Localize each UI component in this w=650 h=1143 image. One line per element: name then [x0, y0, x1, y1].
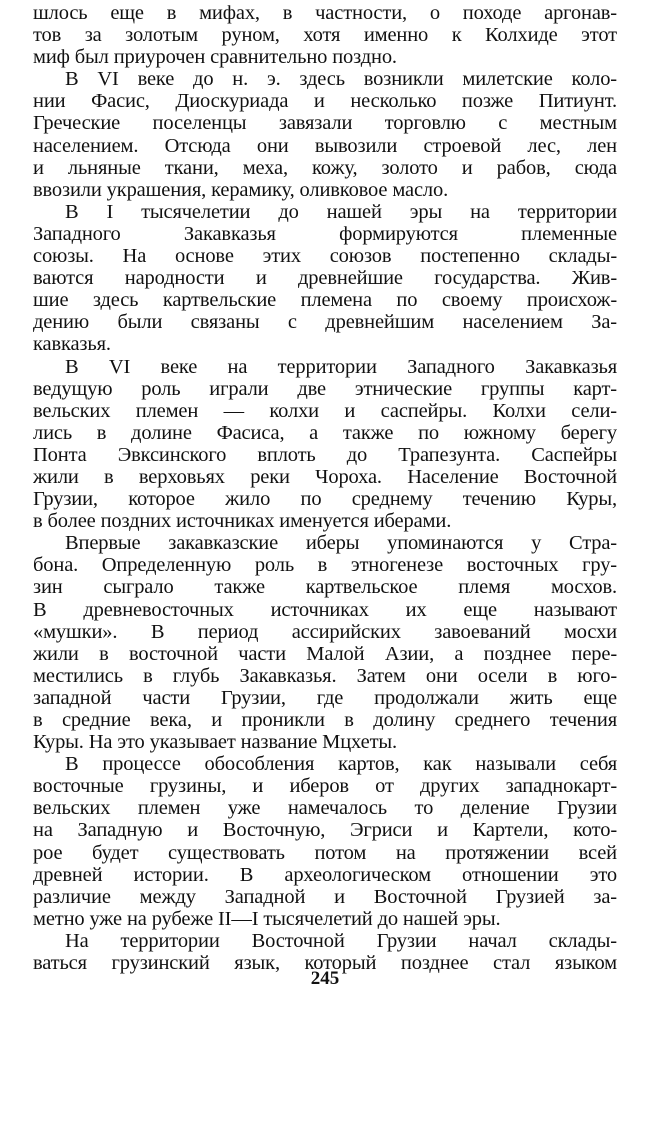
text-line: лись в долине Фасиса, а также по южному берегу: [33, 421, 617, 444]
text-line: «мушки». В период ассирийских завоеваний мосхи: [33, 620, 617, 643]
text-line: На территории Восточной Грузии начал склады-: [65, 929, 617, 952]
text-line: В VI веке до н. э. здесь возникли милетские коло-: [65, 68, 617, 91]
text-line: нии Фасис, Диоскуриада и несколько позже Питиунт.: [33, 90, 617, 113]
text-line: населением. Отсюда они вывозили строевой лес, лен: [33, 134, 617, 157]
text-line: В VI веке на территории Западного Закавказья: [65, 355, 617, 378]
text-line: восточные грузины, и иберов от других западнокарт-: [33, 775, 617, 798]
text-line: Грузии, которое жило по среднему течению Куры,: [33, 488, 617, 511]
text-line: зин сыграло также картвельское племя мосхов.: [33, 576, 617, 599]
paragraph: [33, 68, 617, 201]
text-line: тов за золотым руном, хотя именно к Колхиде этот: [33, 24, 617, 47]
paragraph: [33, 2, 617, 68]
text-line: шлось еще в мифах, в частности, о походе аргонав-: [33, 2, 617, 24]
text-line: союзы. На основе этих союзов постепенно склады-: [33, 245, 617, 268]
paragraph: [33, 201, 617, 356]
text-line: местились в глубь Закавказья. Затем они осели в юго-: [33, 664, 617, 687]
text-line: бона. Определенную роль в этногенезе восточных гру-: [33, 554, 617, 577]
text-line: в более поздних источниках именуется иберами.: [33, 510, 452, 533]
text-line: западной части Грузии, где продолжали жить еще: [33, 686, 617, 709]
text-body: [33, 2, 617, 974]
text-line: ваться грузинский язык, который позднее стал языком: [33, 952, 617, 975]
text-line: метно уже на рубеже II—I тысячелетий до нашей эры.: [33, 907, 501, 930]
text-line: В I тысячелетии до нашей эры на территории: [65, 200, 617, 223]
text-line: в средние века, и проникли в долину среднего течения: [33, 709, 617, 731]
text-line: вельских племен — колхи и саспейры. Колхи сели-: [33, 399, 617, 422]
paragraph: [33, 532, 617, 753]
text-line: В древневосточных источниках их еще называют: [33, 598, 617, 621]
text-line: кавказья.: [33, 333, 111, 356]
text-line: Понта Эвксинского вплоть до Трапезунта. Саспейры: [33, 443, 617, 466]
text-line: жили в восточной части Малой Азии, а позднее пере-: [33, 642, 617, 665]
text-line: Куры. На это указывает название Мцхеты.: [33, 731, 397, 754]
text-line: вельских племен уже намечалось то деление Грузии: [33, 797, 617, 820]
paragraph: [33, 753, 617, 930]
text-line: рое будет существовать потом на протяжении всей: [33, 841, 617, 864]
text-line: Западного Закавказья формируются племенные: [33, 222, 617, 245]
paragraph: [33, 356, 617, 533]
text-line: различие между Западной и Восточной Грузией за-: [33, 885, 617, 908]
text-line: и льняные ткани, меха, кожу, золото и рабов, сюда: [33, 156, 617, 179]
text-line: миф был приурочен сравнительно поздно.: [33, 46, 397, 69]
text-line: Греческие поселенцы завязали торговлю с местным: [33, 112, 617, 135]
text-line: Впервые закавказские иберы упоминаются у Стра-: [65, 532, 617, 555]
text-line: жили в верховьях реки Чороха. Население Восточной: [33, 465, 617, 488]
text-line: ведущую роль играли две этнические группы карт-: [33, 377, 617, 400]
text-line: шие здесь картвельские племена по своему происхож-: [33, 289, 617, 312]
page-number: 245: [310, 968, 340, 989]
text-line: ваются народности и древнейшие государства. Жив-: [33, 267, 617, 290]
text-line: древней истории. В археологическом отношении это: [33, 863, 617, 886]
text-line: ввозили украшения, керамику, оливковое масло.: [33, 178, 449, 201]
text-line: на Западную и Восточную, Эгриси и Картели, кото-: [33, 819, 617, 842]
text-line: дению были связаны с древнейшим населением За-: [33, 311, 617, 334]
text-line: В процессе обособления картов, как называли себя: [65, 753, 617, 776]
